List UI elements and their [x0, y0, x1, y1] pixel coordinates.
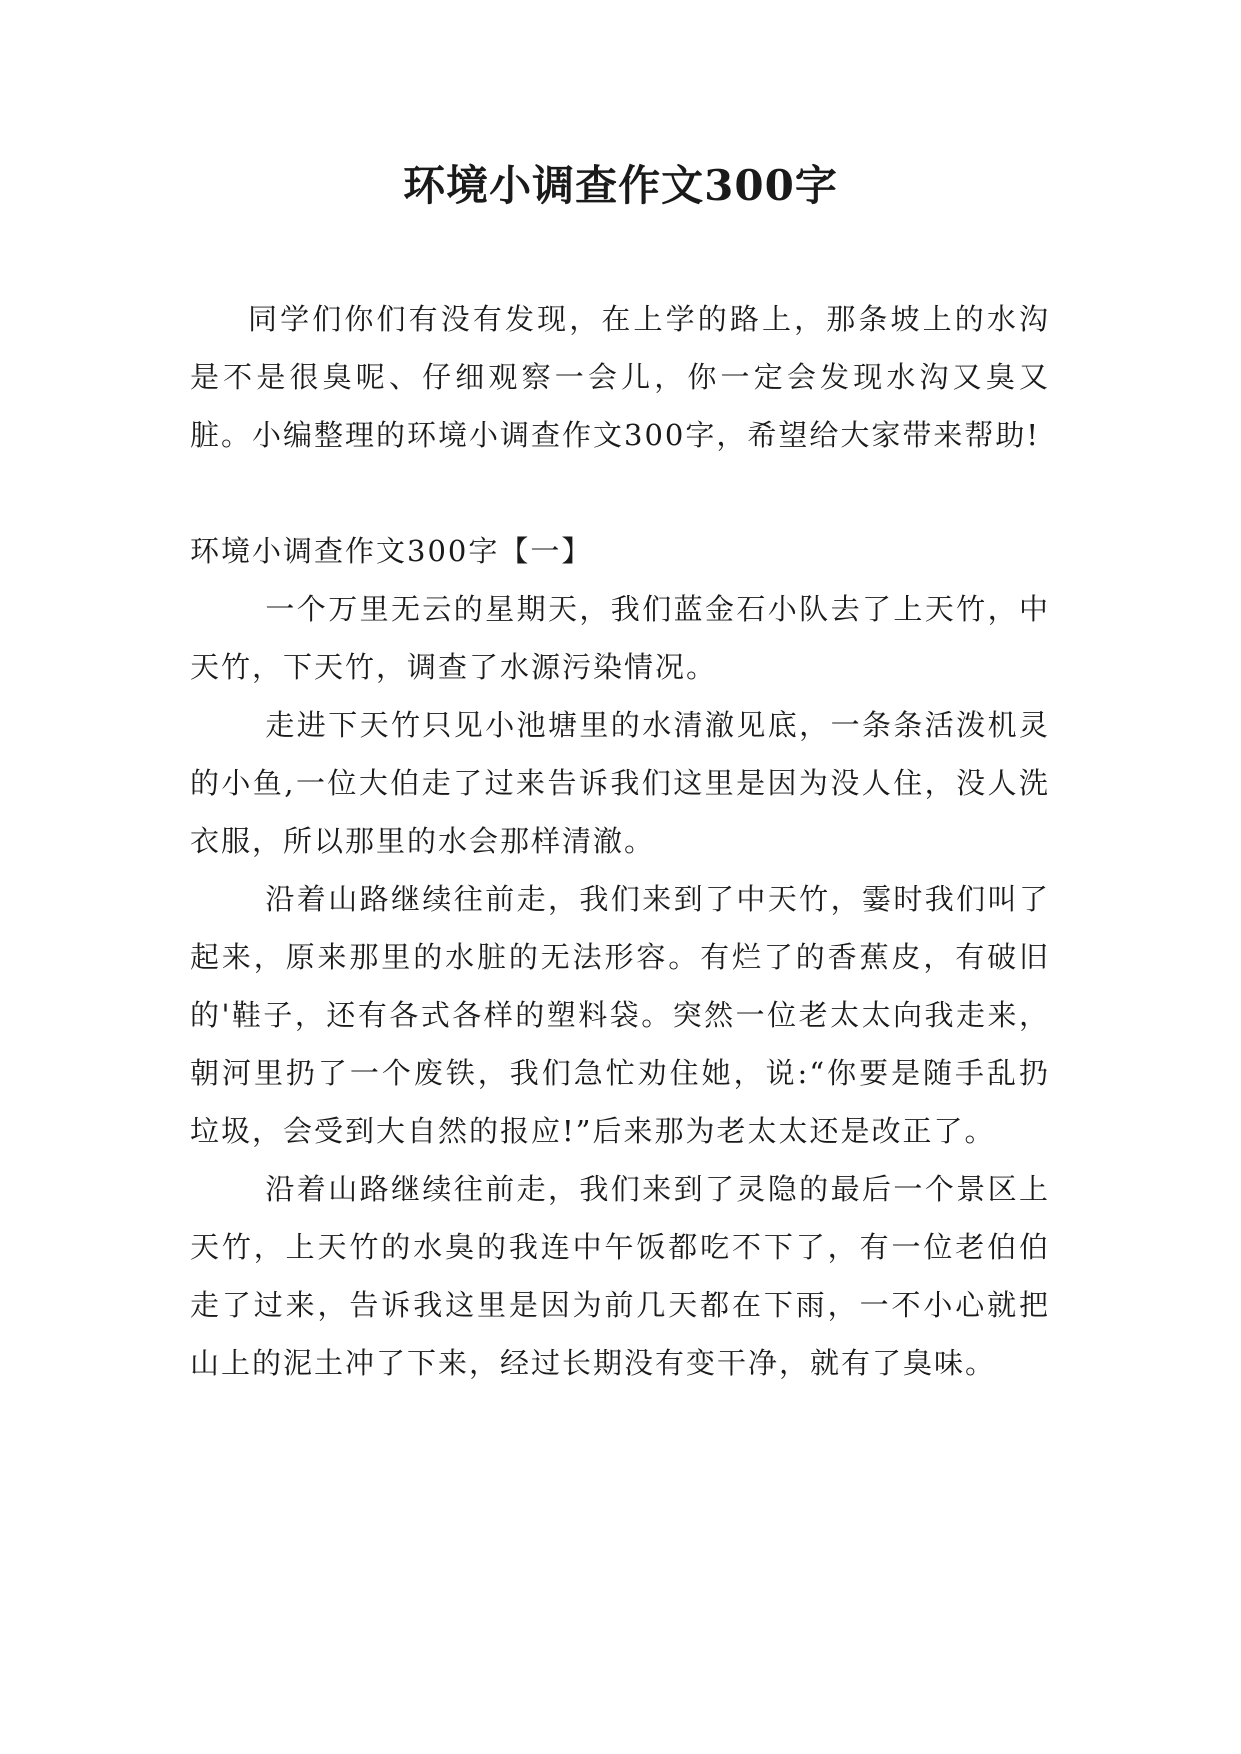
body-paragraph-1: 一个万里无云的星期天，我们蓝金石小队去了上天竹，中天竹，下天竹，调查了水源污染情况。 [190, 592, 1050, 684]
section-heading: 环境小调查作文300字【一】 [190, 534, 593, 568]
intro-paragraph: 同学们你们有没有发现，在上学的路上，那条坡上的水沟是不是很臭呢、仔细观察一会儿，你一定会发现水沟又臭又脏。小编整理的环境小调查作文300字，希望给大家带来帮助! [190, 302, 1050, 452]
body-paragraph-4: 沿着山路继续往前走，我们来到了灵隐的最后一个景区上天竹，上天竹的水臭的我连中午饭都吃不下了，有一位老伯伯走了过来，告诉我这里是因为前几天都在下雨，一不小心就把山上的泥土冲了下来，经过长期没有变干净，就有了臭味。 [190, 1172, 1050, 1380]
document-body [190, 290, 1050, 1392]
body-paragraph-2: 走进下天竹只见小池塘里的水清澈见底，一条条活泼机灵的小鱼,一位大伯走了过来告诉我们这里是因为没人住，没人洗衣服，所以那里的水会那样清澈。 [190, 708, 1050, 858]
document-title: 环境小调查作文300字 [403, 161, 838, 210]
body-paragraph-3: 沿着山路继续往前走，我们来到了中天竹，霎时我们叫了起来，原来那里的水脏的无法形容。有烂了的香蕉皮，有破旧的'鞋子，还有各式各样的塑料袋。突然一位老太太向我走来，朝河里扔了一个废铁，我们急忙劝住她，说:“你要是随手乱扔垃圾，会受到大自然的报应!”后来那为老太太还是改正了。 [190, 882, 1050, 1148]
